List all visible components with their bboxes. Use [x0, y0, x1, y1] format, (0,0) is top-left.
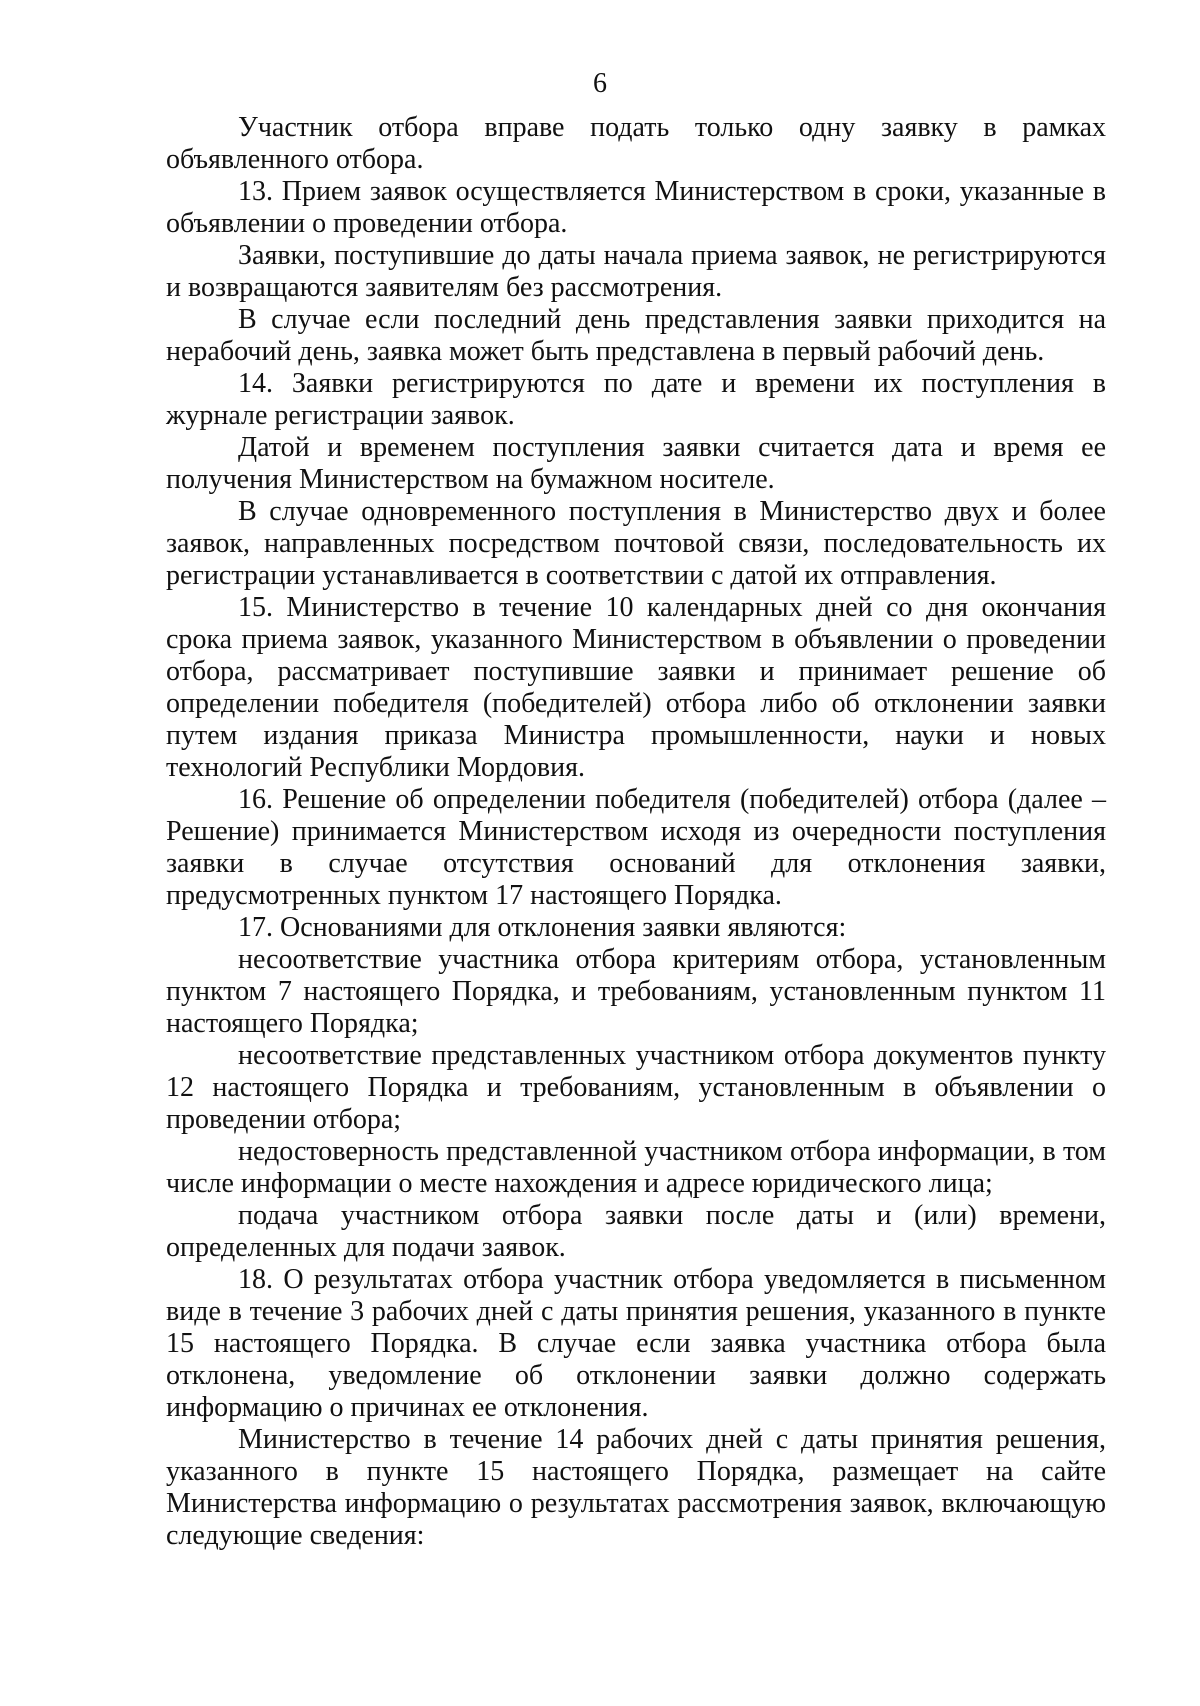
paragraph: Министерство в течение 14 рабочих дней с даты принятия решения, указанного в пункте 15 настоящего Порядка, размещает на сайте Министерства информацию о результатах рассмотрения заявок, включающую следующие сведения:	[166, 1424, 1106, 1551]
paragraph: 13. Прием заявок осуществляется Министерством в сроки, указанные в объявлении о проведении отбора.	[166, 176, 1106, 239]
paragraph: 18. О результатах отбора участник отбора уведомляется в письменном виде в течение 3 рабочих дней с даты принятия решения, указанного в пункте 15 настоящего Порядка. В случае если заявка участника отбора была отклонена, уведомление об отклонении заявки должно содержать информацию о причинах ее отклонения.	[166, 1264, 1106, 1423]
paragraph: недостоверность представленной участником отбора информации, в том числе информации о месте нахождения и адресе юридического лица;	[166, 1136, 1106, 1199]
paragraph: Заявки, поступившие до даты начала приема заявок, не регистрируются и возвращаются заявителям без рассмотрения.	[166, 240, 1106, 303]
paragraph: Участник отбора вправе подать только одну заявку в рамках объявленного отбора.	[166, 112, 1106, 175]
paragraph: 15. Министерство в течение 10 календарных дней со дня окончания срока приема заявок, указанного Министерством в объявлении о проведении отбора, рассматривает поступившие заявки и принимает решение об определении победителя (победителей) отбора либо об отклонении заявки путем издания приказа Министра промышленности, науки и новых технологий Республики Мордовия.	[166, 592, 1106, 783]
paragraph: 16. Решение об определении победителя (победителей) отбора (далее – Решение) принимается Министерством исходя из очередности поступления заявки в случае отсутствия оснований для отклонения заявки, предусмотренных пунктом 17 настоящего Порядка.	[166, 784, 1106, 911]
paragraph: В случае одновременного поступления в Министерство двух и более заявок, направленных посредством почтовой связи, последовательность их регистрации устанавливается в соответствии с датой их отправления.	[166, 496, 1106, 591]
document-body	[166, 112, 1106, 1552]
paragraph: подача участником отбора заявки после даты и (или) времени, определенных для подачи заявок.	[166, 1200, 1106, 1263]
paragraph: несоответствие представленных участником отбора документов пункту 12 настоящего Порядка и требованиям, установленным в объявлении о проведении отбора;	[166, 1040, 1106, 1135]
page-number: 6	[593, 68, 607, 99]
paragraph: 14. Заявки регистрируются по дате и времени их поступления в журнале регистрации заявок.	[166, 368, 1106, 431]
paragraph: 17. Основаниями для отклонения заявки являются:	[238, 912, 847, 943]
paragraph: В случае если последний день представления заявки приходится на нерабочий день, заявка может быть представлена в первый рабочий день.	[166, 304, 1106, 367]
paragraph: несоответствие участника отбора критериям отбора, установленным пунктом 7 настоящего Порядка, и требованиям, установленным пунктом 11 настоящего Порядка;	[166, 944, 1106, 1039]
paragraph: Датой и временем поступления заявки считается дата и время ее получения Министерством на бумажном носителе.	[166, 432, 1106, 495]
